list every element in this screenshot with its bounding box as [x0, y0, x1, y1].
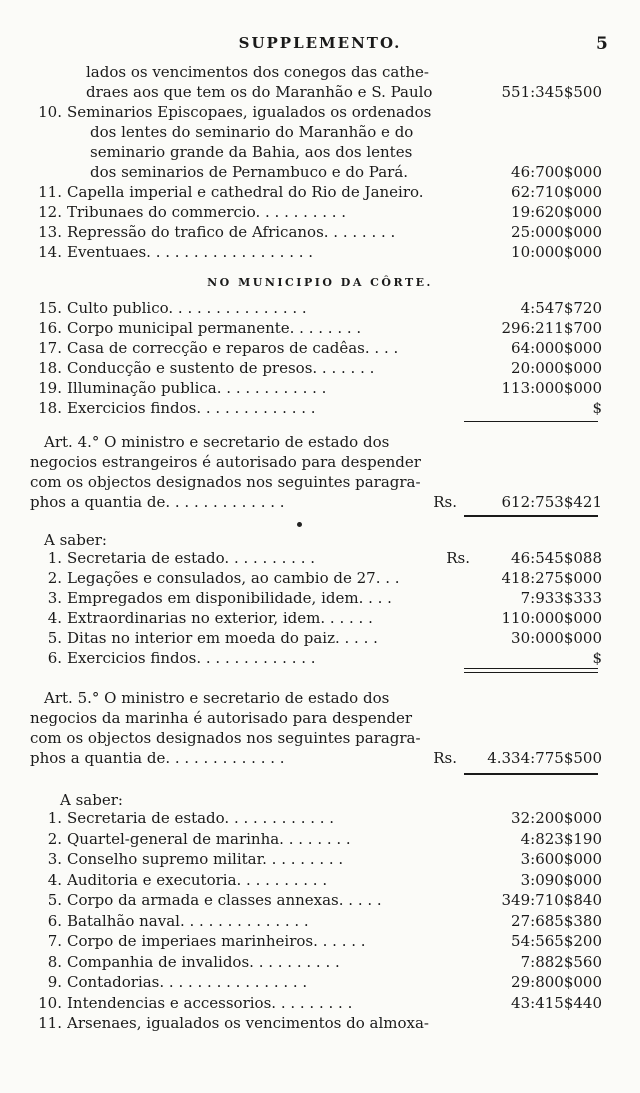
item-amount: 418:275$000 [501, 569, 602, 587]
item-number: 12. [38, 203, 62, 221]
item-text: Conselho supremo militar. . . . . . . . . [67, 850, 344, 868]
navy-item-row [30, 890, 602, 910]
item-number: 8. [47, 952, 62, 971]
item-number: 3. [47, 589, 62, 607]
foreign-affairs-item-row [30, 648, 602, 668]
item-number: 17. [38, 339, 62, 357]
art4-subtotal-rule-2 [464, 672, 598, 673]
item-number: 16. [38, 319, 62, 337]
municipal-item-row [30, 398, 602, 418]
item-text: Conducção e sustento de presos. . . . . . . [67, 359, 375, 377]
item-text: Tribunaes do commercio. . . . . . . . . . [67, 203, 347, 221]
item-amount: 113:000$000 [501, 379, 602, 397]
foreign-affairs-item-row [30, 548, 602, 568]
item-amount: $ [592, 649, 602, 667]
item-number: 13. [38, 223, 62, 241]
item-text: Corpo de imperiaes marinheiros. . . . . . [67, 932, 366, 950]
item-text: Arsenaes, igualados os vencimentos do almoxa- [67, 1014, 429, 1032]
item-number: 11. [38, 183, 62, 201]
item-number: 9. [47, 973, 62, 991]
page-number: 5 [596, 34, 608, 54]
item-amount: 296:211$700 [501, 319, 602, 337]
separator-dot [297, 522, 302, 527]
item-number: 19. [38, 379, 62, 397]
navy-item-row [30, 849, 602, 869]
item-number: 4. [47, 870, 62, 889]
item-amount: 4:823$190 [520, 829, 602, 848]
item-number: 1. [47, 809, 62, 827]
item-amount: 27:685$380 [511, 911, 602, 930]
item-amount: 7:882$560 [520, 952, 602, 971]
item-10-amount: 46:700$000 [511, 163, 602, 181]
item-amount: 32:200$000 [511, 809, 602, 827]
item-amount: 64:000$000 [511, 339, 602, 357]
art4-line-2: negocios estrangeiros é autorisado para despender [30, 453, 421, 471]
item-amount: 110:000$000 [501, 609, 602, 627]
art4-line-4: phos a quantia de. . . . . . . . . . . . . [30, 493, 285, 511]
art5-line-3: com os objectos designados nos seguintes paragra- [30, 729, 421, 747]
section-title: NO MUNICIPIO DA CÔRTE. [207, 276, 433, 289]
item-amount: 25:000$000 [511, 223, 602, 241]
budget-item-row [30, 242, 602, 262]
continuation-line-2: draes aos que tem os do Maranhão e S. Paulo [86, 83, 433, 101]
foreign-affairs-item-row [30, 608, 602, 628]
item-10-line-4: dos seminarios de Pernambuco e do Pará. [90, 163, 409, 181]
item-number: 4. [47, 609, 62, 627]
art5-line-4: phos a quantia de. . . . . . . . . . . . . [30, 749, 285, 767]
item-number: 2. [47, 569, 62, 587]
item-currency: Rs. [446, 549, 470, 567]
item-text: Batalhão naval. . . . . . . . . . . . . . [67, 911, 309, 930]
page-header-title: SUPPLEMENTO. [238, 34, 402, 52]
navy-item-row [30, 808, 602, 828]
item-text: Corpo da armada e classes annexas. . . . . [67, 891, 382, 909]
item-10-line-3: seminario grande da Bahia, aos dos lentes [90, 143, 413, 161]
art5-amount: 4.334:775$500 [487, 749, 602, 767]
navy-item-row [30, 829, 602, 849]
item-text: Culto publico. . . . . . . . . . . . . . . [67, 299, 307, 317]
item-text: Repressão do trafico de Africanos. . . . . . . . [67, 223, 396, 241]
foreign-affairs-item-row [30, 628, 602, 648]
item-text: Casa de correcção e reparos de cadêas. . . . [67, 339, 399, 357]
foreign-affairs-item-row [30, 588, 602, 608]
item-text: Legações e consulados, ao cambio de 27. . . [67, 569, 400, 587]
item-number: 6. [47, 911, 62, 930]
art4-rs: Rs. [433, 493, 457, 511]
item-text: Ditas no interior em moeda do paiz. . . . . [67, 629, 378, 647]
art4-rule [464, 515, 598, 517]
municipal-item-row [30, 358, 602, 378]
item-text: Contadorias. . . . . . . . . . . . . . . . [67, 973, 308, 991]
navy-item-row [30, 993, 602, 1013]
item-text: Corpo municipal permanente. . . . . . . . [67, 319, 362, 337]
municipal-item-row [30, 318, 602, 338]
item-number: 5. [47, 891, 62, 909]
municipal-item-row [30, 338, 602, 358]
navy-item-row [30, 931, 602, 951]
navy-item-row [30, 952, 602, 972]
item-number: 6. [47, 649, 62, 667]
item-amount: 3:600$000 [520, 850, 602, 868]
item-text: Exercicios findos. . . . . . . . . . . . . [67, 399, 316, 417]
art4-amount: 612:753$421 [501, 493, 602, 511]
navy-item-row [30, 972, 602, 992]
item-number: 10. [38, 993, 62, 1012]
item-text: Empregados em disponibilidade, idem. . . . [67, 589, 392, 607]
item-number: 10. [38, 103, 62, 121]
art5-line-1: Art. 5.° O ministro e secretario de estado dos [44, 689, 390, 707]
item-text: Seminarios Episcopaes, igualados os ordenados [67, 103, 432, 121]
item-amount: 10:000$000 [511, 243, 602, 261]
item-text: Intendencias e accessorios. . . . . . . . . [67, 993, 353, 1012]
a-saber-label: A saber: [44, 531, 107, 549]
item-amount: 30:000$000 [511, 629, 602, 647]
item-amount: 46:545$088 [511, 549, 602, 567]
item-amount: 54:565$200 [511, 932, 602, 950]
art5-rule [464, 773, 598, 775]
item-text: Illuminação publica. . . . . . . . . . . . [67, 379, 327, 397]
item-text: Auditoria e executoria. . . . . . . . . . [67, 870, 328, 889]
budget-item-row [30, 222, 602, 242]
item-number: 15. [38, 299, 62, 317]
item-text: Exercicios findos. . . . . . . . . . . . . [67, 649, 316, 667]
foreign-affairs-item-row [30, 568, 602, 588]
item-number: 18. [38, 399, 62, 417]
item-number: 11. [38, 1014, 62, 1032]
item-number: 14. [38, 243, 62, 261]
budget-item-row [30, 182, 602, 202]
item-number: 1. [47, 549, 62, 567]
item-text: Eventuaes. . . . . . . . . . . . . . . . . . [67, 243, 314, 261]
item-number: 5. [47, 629, 62, 647]
navy-item-row [30, 1013, 602, 1033]
item-number: 7. [47, 932, 62, 950]
item-amount: 349:710$840 [501, 891, 602, 909]
item-number: 18. [38, 359, 62, 377]
municipal-item-row [30, 298, 602, 318]
item-number: 2. [47, 829, 62, 848]
item-amount: 4:547$720 [520, 299, 602, 317]
item-amount: 3:090$000 [520, 870, 602, 889]
municipal-item-row [30, 378, 602, 398]
continuation-line-1: lados os vencimentos dos conegos das cathe- [86, 63, 429, 81]
item-amount: 19:620$000 [511, 203, 602, 221]
a-saber-label-2: A saber: [60, 791, 123, 809]
item-amount: 43:415$440 [511, 993, 602, 1012]
navy-item-row [30, 870, 602, 890]
art4-line-3: com os objectos designados nos seguintes paragra- [30, 473, 421, 491]
item-text: Companhia de invalidos. . . . . . . . . . [67, 952, 340, 971]
item-text: Quartel-general de marinha. . . . . . . . [67, 829, 351, 848]
item-text: Capella imperial e cathedral do Rio de Janeiro. [67, 183, 424, 201]
item-10-line-2: dos lentes do seminario do Maranhão e do [90, 123, 414, 141]
item-text: Secretaria de estado. . . . . . . . . . . . [67, 809, 335, 827]
art5-rs: Rs. [433, 749, 457, 767]
item-amount: 20:000$000 [511, 359, 602, 377]
navy-item-row [30, 911, 602, 931]
continuation-amount: 551:345$500 [501, 83, 602, 101]
item-number: 3. [47, 850, 62, 868]
budget-item-row [30, 202, 602, 222]
item-amount: 62:710$000 [511, 183, 602, 201]
item-text: Secretaria de estado. . . . . . . . . . [67, 549, 316, 567]
total-rule [464, 421, 598, 422]
item-amount: 29:800$000 [511, 973, 602, 991]
art4-subtotal-rule [464, 668, 598, 669]
item-amount: 7:933$333 [520, 589, 602, 607]
item-text: Extraordinarias no exterior, idem. . . . . . [67, 609, 373, 627]
budget-item-10 [30, 102, 602, 122]
art4-line-1: Art. 4.° O ministro e secretario de estado dos [44, 433, 390, 451]
art5-line-2: negocios da marinha é autorisado para despender [30, 709, 413, 727]
item-amount: $ [592, 399, 602, 417]
